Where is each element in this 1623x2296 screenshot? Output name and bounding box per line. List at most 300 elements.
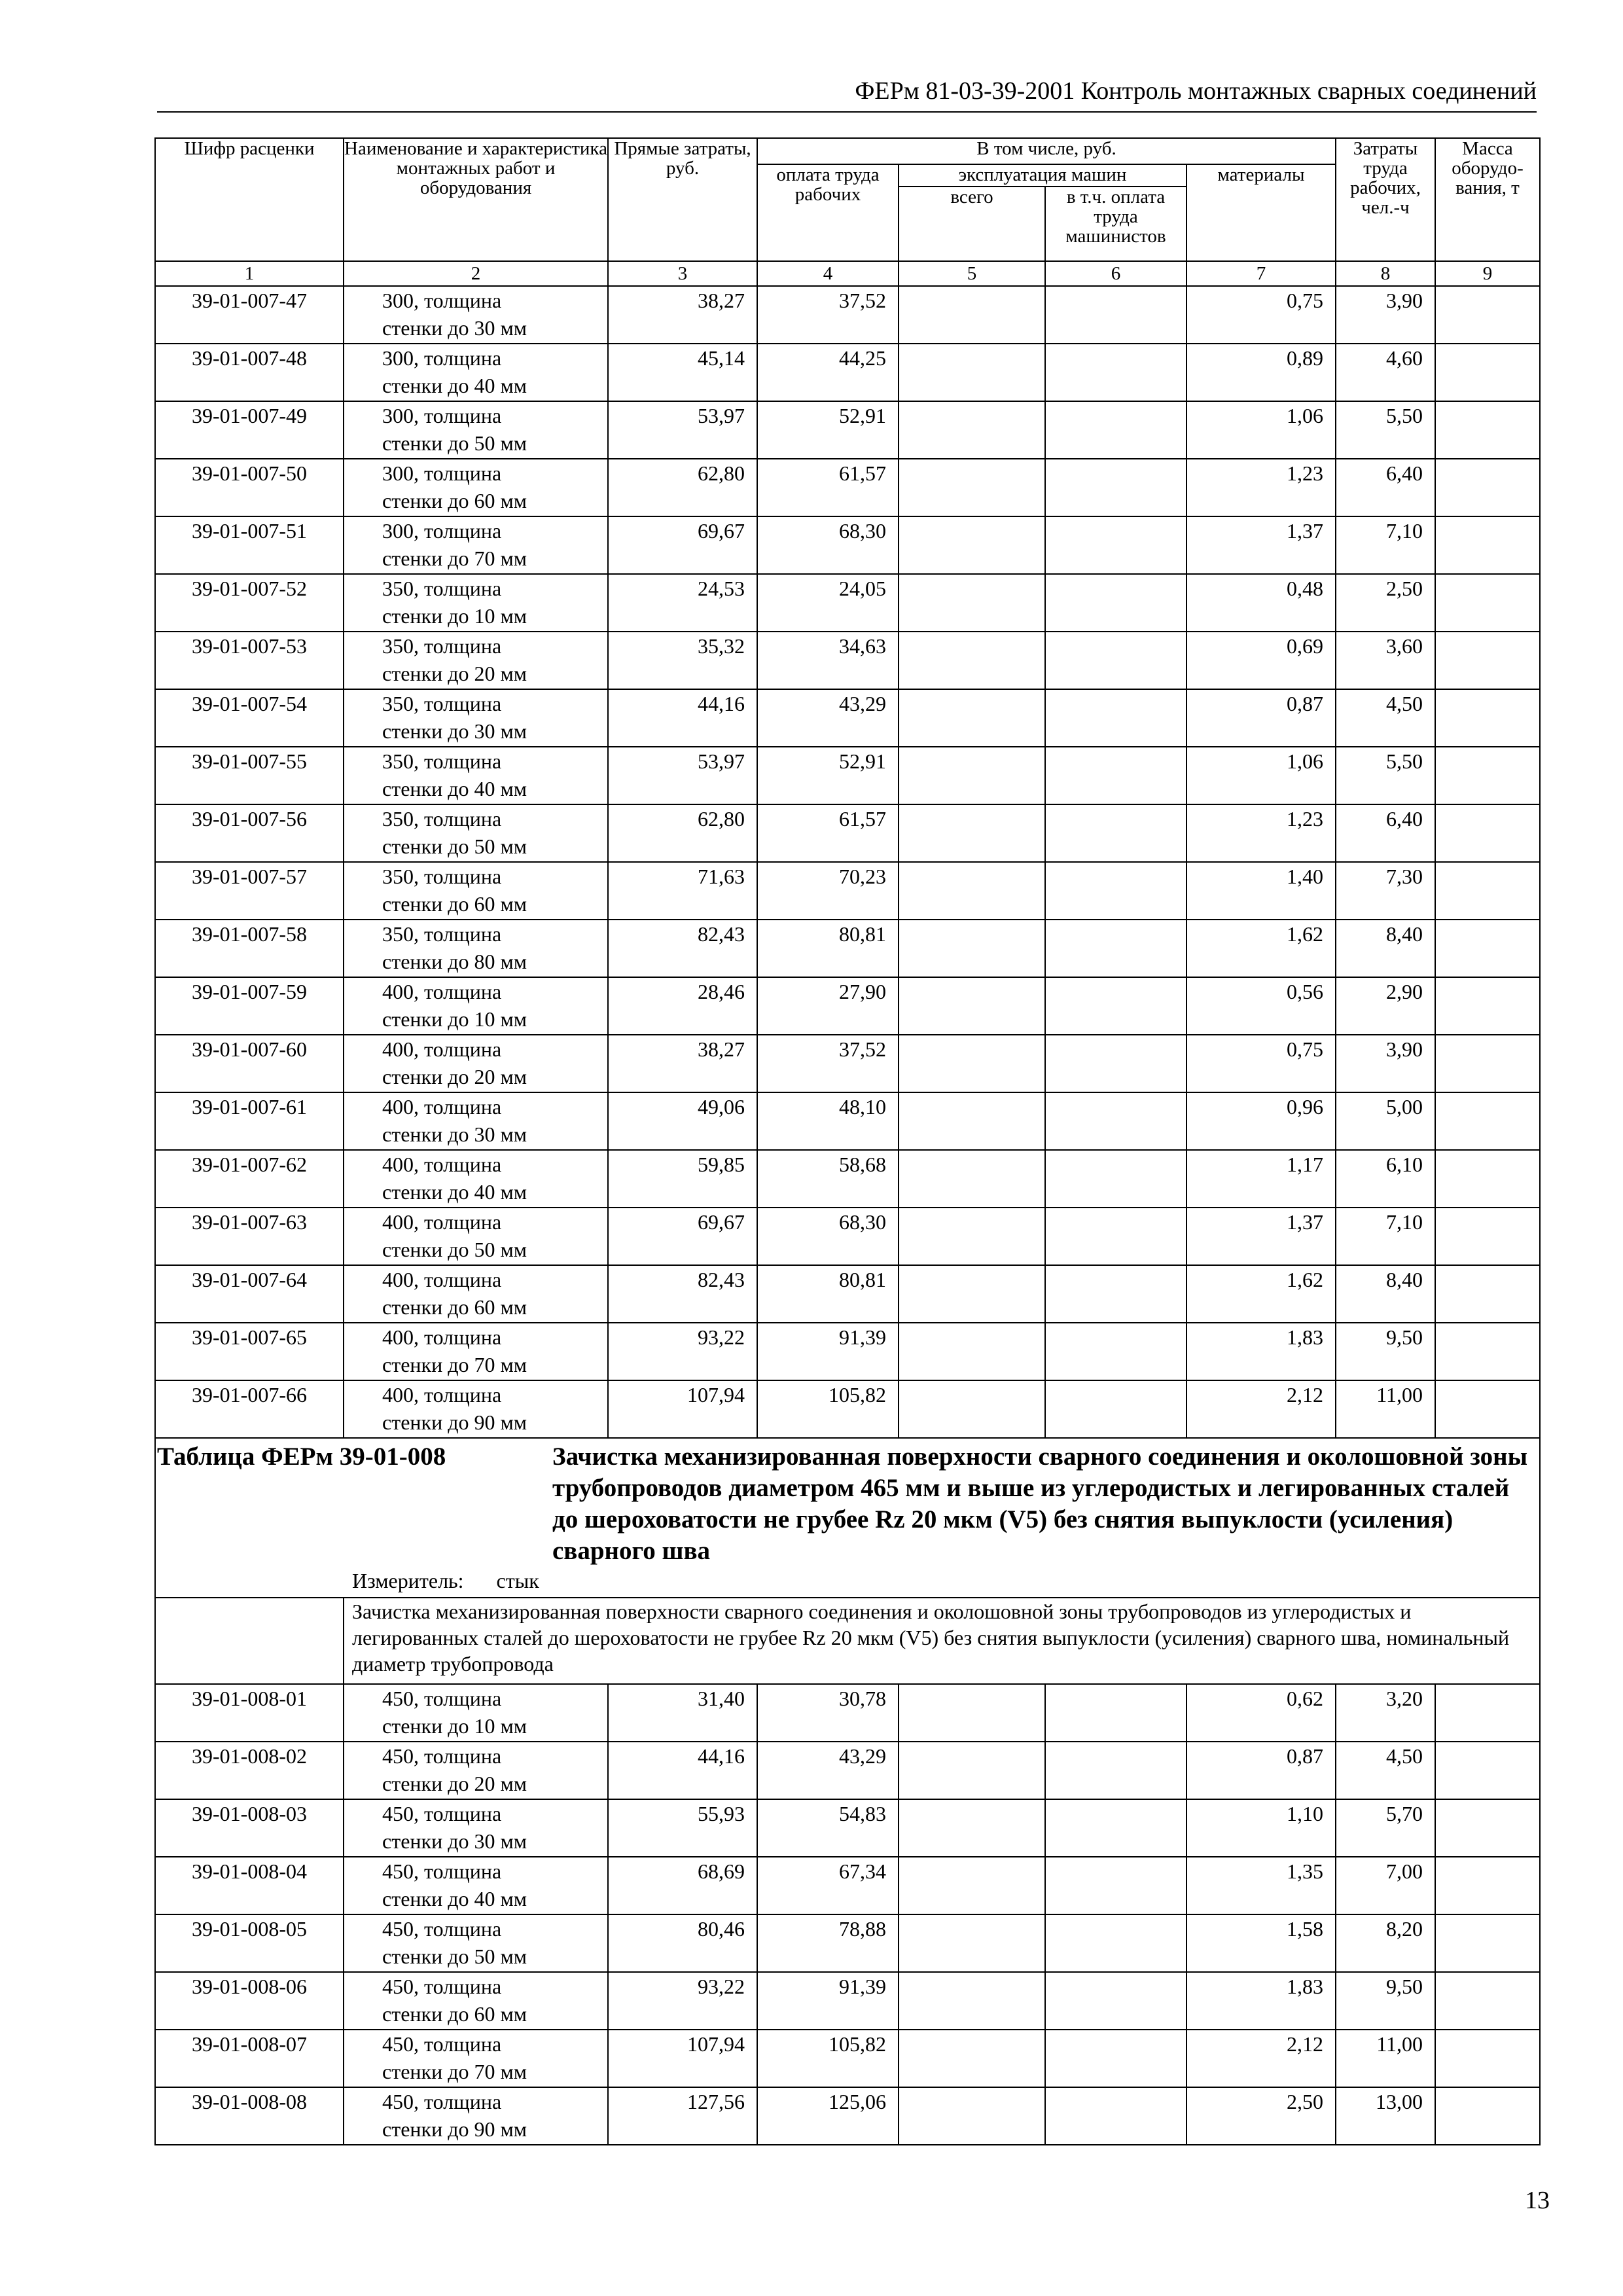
- section-header-cell: [155, 1438, 1540, 1598]
- machines-total: [899, 1150, 1045, 1208]
- machines-total: [899, 344, 1045, 401]
- machines-total: [899, 1684, 1045, 1742]
- direct-costs: 82,43: [608, 1265, 757, 1323]
- table-row: [155, 804, 1540, 862]
- labor-pay: 80,81: [757, 1265, 899, 1323]
- machinists-pay: [1045, 747, 1186, 804]
- work-name-line2: стенки до 90 мм: [382, 1410, 527, 1434]
- materials: 1,35: [1186, 1857, 1336, 1914]
- column-number-row: [155, 261, 1540, 286]
- labor-hours: 6,10: [1336, 1150, 1435, 1208]
- equipment-mass: [1435, 1914, 1540, 1972]
- labor-pay: 44,25: [757, 344, 899, 401]
- machines-total: [899, 516, 1045, 574]
- equipment-mass: [1435, 1265, 1540, 1323]
- work-name-line2: стенки до 30 мм: [382, 1122, 527, 1146]
- labor-hours: 11,00: [1336, 2030, 1435, 2087]
- column-number: 3: [608, 261, 757, 286]
- rate-code: 39-01-008-08: [155, 2087, 344, 2145]
- labor-pay: 125,06: [757, 2087, 899, 2145]
- work-name-line2: стенки до 20 мм: [382, 1772, 527, 1795]
- machines-total: [899, 747, 1045, 804]
- work-name: [344, 977, 608, 1035]
- work-name-line1: 450, толщина: [382, 2090, 502, 2113]
- labor-hours: 3,20: [1336, 1684, 1435, 1742]
- work-name-line2: стенки до 40 мм: [382, 1887, 527, 1910]
- column-number: 5: [899, 261, 1045, 286]
- labor-hours: 8,20: [1336, 1914, 1435, 1972]
- machines-total: [899, 1265, 1045, 1323]
- materials: 1,83: [1186, 1972, 1336, 2030]
- work-name: [344, 1742, 608, 1799]
- header-machines-total: всего: [899, 187, 1045, 261]
- work-name-line2: стенки до 50 мм: [382, 1238, 527, 1261]
- direct-costs: 28,46: [608, 977, 757, 1035]
- labor-pay: 54,83: [757, 1799, 899, 1857]
- machines-total: [899, 1972, 1045, 2030]
- table-row: [155, 1092, 1540, 1150]
- table-row: [155, 977, 1540, 1035]
- direct-costs: 53,97: [608, 401, 757, 459]
- work-name-line1: 350, толщина: [382, 922, 502, 946]
- labor-hours: 9,50: [1336, 1972, 1435, 2030]
- work-name-line2: стенки до 40 мм: [382, 1180, 527, 1204]
- labor-pay: 37,52: [757, 286, 899, 344]
- machinists-pay: [1045, 920, 1186, 977]
- direct-costs: 69,67: [608, 516, 757, 574]
- rate-code: 39-01-007-65: [155, 1323, 344, 1380]
- machinists-pay: [1045, 459, 1186, 516]
- materials: 2,50: [1186, 2087, 1336, 2145]
- work-name-line1: 400, толщина: [382, 1325, 502, 1349]
- labor-hours: 9,50: [1336, 1323, 1435, 1380]
- machinists-pay: [1045, 1972, 1186, 2030]
- rate-code: 39-01-007-66: [155, 1380, 344, 1438]
- materials: 1,10: [1186, 1799, 1336, 1857]
- work-name: [344, 862, 608, 920]
- table-row: [155, 2030, 1540, 2087]
- work-name: [344, 1914, 608, 1972]
- work-name: [344, 1265, 608, 1323]
- equipment-mass: [1435, 747, 1540, 804]
- work-name: [344, 1857, 608, 1914]
- table-body-007: [155, 286, 1540, 1438]
- work-name-line1: 400, толщина: [382, 1153, 502, 1176]
- direct-costs: 62,80: [608, 804, 757, 862]
- table-row: [155, 286, 1540, 344]
- table-row: [155, 1208, 1540, 1265]
- direct-costs: 31,40: [608, 1684, 757, 1742]
- work-name: [344, 747, 608, 804]
- labor-pay: 61,57: [757, 459, 899, 516]
- work-name: [344, 344, 608, 401]
- machines-total: [899, 977, 1045, 1035]
- equipment-mass: [1435, 1972, 1540, 2030]
- labor-pay: 27,90: [757, 977, 899, 1035]
- rate-code: 39-01-007-54: [155, 689, 344, 747]
- materials: 0,75: [1186, 1035, 1336, 1092]
- rate-code: 39-01-007-51: [155, 516, 344, 574]
- labor-hours: 13,00: [1336, 2087, 1435, 2145]
- table-row: [155, 1857, 1540, 1914]
- materials: 1,37: [1186, 1208, 1336, 1265]
- materials: 0,56: [1186, 977, 1336, 1035]
- table-row: [155, 1323, 1540, 1380]
- equipment-mass: [1435, 1208, 1540, 1265]
- work-name-line1: 300, толщина: [382, 519, 502, 543]
- labor-pay: 48,10: [757, 1092, 899, 1150]
- labor-pay: 91,39: [757, 1323, 899, 1380]
- rate-code: 39-01-007-56: [155, 804, 344, 862]
- rate-code: 39-01-007-63: [155, 1208, 344, 1265]
- rate-code: 39-01-007-52: [155, 574, 344, 632]
- machinists-pay: [1045, 1742, 1186, 1799]
- equipment-mass: [1435, 516, 1540, 574]
- work-name-line1: 450, толщина: [382, 1917, 502, 1941]
- table-row: [155, 1914, 1540, 1972]
- machinists-pay: [1045, 1323, 1186, 1380]
- section-unit: [352, 1567, 539, 1594]
- materials: 1,62: [1186, 920, 1336, 977]
- unit-value: стык: [496, 1569, 539, 1592]
- labor-hours: 4,60: [1336, 344, 1435, 401]
- work-name-line2: стенки до 90 мм: [382, 2117, 527, 2141]
- direct-costs: 107,94: [608, 1380, 757, 1438]
- rate-code: 39-01-008-04: [155, 1857, 344, 1914]
- work-name-line1: 450, толщина: [382, 1744, 502, 1768]
- header-machines: эксплуатация машин: [899, 164, 1186, 187]
- materials: 0,62: [1186, 1684, 1336, 1742]
- page-number: 13: [1525, 2187, 1550, 2214]
- header-labor-hours: Затраты труда рабочих, чел.-ч: [1336, 138, 1435, 261]
- equipment-mass: [1435, 286, 1540, 344]
- work-name-line2: стенки до 70 мм: [382, 547, 527, 570]
- work-name: [344, 1972, 608, 2030]
- work-name-line2: стенки до 20 мм: [382, 1065, 527, 1088]
- table-row: [155, 459, 1540, 516]
- labor-pay: 43,29: [757, 1742, 899, 1799]
- equipment-mass: [1435, 2030, 1540, 2087]
- rate-code: 39-01-007-60: [155, 1035, 344, 1092]
- machines-total: [899, 689, 1045, 747]
- direct-costs: 24,53: [608, 574, 757, 632]
- header-direct-costs: Прямые затраты, руб.: [608, 138, 757, 261]
- labor-hours: 2,90: [1336, 977, 1435, 1035]
- machinists-pay: [1045, 1035, 1186, 1092]
- rate-code: 39-01-007-57: [155, 862, 344, 920]
- rate-code: 39-01-007-53: [155, 632, 344, 689]
- work-name: [344, 1208, 608, 1265]
- labor-pay: 30,78: [757, 1684, 899, 1742]
- table-row: [155, 1972, 1540, 2030]
- work-name-line2: стенки до 70 мм: [382, 2060, 527, 2083]
- table-row: [155, 2087, 1540, 2145]
- work-name-line1: 300, толщина: [382, 404, 502, 427]
- work-name: [344, 1035, 608, 1092]
- column-number: 9: [1435, 261, 1540, 286]
- work-name-line2: стенки до 30 мм: [382, 1829, 527, 1853]
- materials: 2,12: [1186, 2030, 1336, 2087]
- table-row: [155, 1684, 1540, 1742]
- table-body-008: [155, 1684, 1540, 2145]
- machinists-pay: [1045, 689, 1186, 747]
- work-name: [344, 1323, 608, 1380]
- work-name-line2: стенки до 30 мм: [382, 316, 527, 340]
- work-name-line2: стенки до 60 мм: [382, 892, 527, 916]
- machines-total: [899, 1914, 1045, 1972]
- direct-costs: 127,56: [608, 2087, 757, 2145]
- direct-costs: 44,16: [608, 689, 757, 747]
- table-row: [155, 401, 1540, 459]
- materials: 2,12: [1186, 1380, 1336, 1438]
- rate-code: 39-01-007-47: [155, 286, 344, 344]
- machinists-pay: [1045, 1914, 1186, 1972]
- materials: 1,37: [1186, 516, 1336, 574]
- labor-pay: 68,30: [757, 516, 899, 574]
- work-name-line2: стенки до 10 мм: [382, 1007, 527, 1031]
- machinists-pay: [1045, 1799, 1186, 1857]
- work-name: [344, 2087, 608, 2145]
- work-name-line1: 450, толщина: [382, 1859, 502, 1883]
- rate-code: 39-01-007-49: [155, 401, 344, 459]
- machines-total: [899, 1799, 1045, 1857]
- column-number: 8: [1336, 261, 1435, 286]
- table-row: [155, 632, 1540, 689]
- running-header: ФЕРм 81-03-39-2001 Контроль монтажных сварных соединений: [157, 73, 1537, 113]
- work-name-line1: 300, толщина: [382, 461, 502, 485]
- materials: 0,75: [1186, 286, 1336, 344]
- work-name-line2: стенки до 70 мм: [382, 1353, 527, 1376]
- work-name-line2: стенки до 40 мм: [382, 777, 527, 800]
- work-name-line1: 350, толщина: [382, 692, 502, 715]
- labor-pay: 68,30: [757, 1208, 899, 1265]
- table-row: [155, 1035, 1540, 1092]
- work-name-line2: стенки до 50 мм: [382, 834, 527, 858]
- labor-hours: 4,50: [1336, 689, 1435, 747]
- work-name: [344, 401, 608, 459]
- machinists-pay: [1045, 1208, 1186, 1265]
- machines-total: [899, 862, 1045, 920]
- rate-code: 39-01-007-59: [155, 977, 344, 1035]
- work-name: [344, 1150, 608, 1208]
- equipment-mass: [1435, 459, 1540, 516]
- work-name-line1: 400, толщина: [382, 1037, 502, 1061]
- machines-total: [899, 1380, 1045, 1438]
- work-name-line2: стенки до 50 мм: [382, 1945, 527, 1968]
- direct-costs: 107,94: [608, 2030, 757, 2087]
- work-name-line2: стенки до 40 мм: [382, 374, 527, 397]
- labor-pay: 78,88: [757, 1914, 899, 1972]
- table-header: [155, 138, 1540, 286]
- direct-costs: 80,46: [608, 1914, 757, 1972]
- machines-total: [899, 1092, 1045, 1150]
- rate-code: 39-01-007-55: [155, 747, 344, 804]
- labor-pay: 70,23: [757, 862, 899, 920]
- table-row: [155, 689, 1540, 747]
- rate-code: 39-01-007-48: [155, 344, 344, 401]
- materials: 1,23: [1186, 459, 1336, 516]
- rates-table: [154, 137, 1541, 2145]
- unit-label: Измеритель:: [352, 1569, 464, 1592]
- labor-hours: 5,70: [1336, 1799, 1435, 1857]
- equipment-mass: [1435, 632, 1540, 689]
- rate-code: 39-01-008-06: [155, 1972, 344, 2030]
- header-machinists-pay: в т.ч. оплата труда машинистов: [1045, 187, 1186, 261]
- table-row: [155, 1265, 1540, 1323]
- work-name-line1: 400, толщина: [382, 980, 502, 1003]
- labor-hours: 8,40: [1336, 920, 1435, 977]
- work-name-line1: 350, толщина: [382, 807, 502, 831]
- rate-code: 39-01-008-02: [155, 1742, 344, 1799]
- table-row: [155, 344, 1540, 401]
- work-name-line1: 450, толщина: [382, 1687, 502, 1710]
- work-name-line1: 300, толщина: [382, 346, 502, 370]
- labor-pay: 52,91: [757, 401, 899, 459]
- labor-pay: 91,39: [757, 1972, 899, 2030]
- rate-code: 39-01-007-61: [155, 1092, 344, 1150]
- work-name-line2: стенки до 10 мм: [382, 1714, 527, 1738]
- section-label: Таблица ФЕРм 39-01-008: [157, 1443, 446, 1471]
- work-name-line1: 350, толщина: [382, 634, 502, 658]
- labor-hours: 7,10: [1336, 516, 1435, 574]
- labor-hours: 5,00: [1336, 1092, 1435, 1150]
- machinists-pay: [1045, 286, 1186, 344]
- work-name-line1: 350, толщина: [382, 749, 502, 773]
- work-name-line1: 350, толщина: [382, 577, 502, 600]
- labor-pay: 58,68: [757, 1150, 899, 1208]
- header-labor-pay: оплата труда рабочих: [757, 164, 899, 261]
- table-row: [155, 862, 1540, 920]
- materials: 0,69: [1186, 632, 1336, 689]
- direct-costs: 45,14: [608, 344, 757, 401]
- direct-costs: 53,97: [608, 747, 757, 804]
- direct-costs: 49,06: [608, 1092, 757, 1150]
- machines-total: [899, 459, 1045, 516]
- machines-total: [899, 632, 1045, 689]
- labor-hours: 7,00: [1336, 1857, 1435, 1914]
- column-number: 6: [1045, 261, 1186, 286]
- rate-code: 39-01-007-62: [155, 1150, 344, 1208]
- machines-total: [899, 1035, 1045, 1092]
- work-name-line1: 400, толщина: [382, 1210, 502, 1234]
- work-name: [344, 1092, 608, 1150]
- equipment-mass: [1435, 804, 1540, 862]
- machines-total: [899, 574, 1045, 632]
- direct-costs: 93,22: [608, 1972, 757, 2030]
- section-title: Зачистка механизированная поверхности сварного соединения и околошовной зоны трубопроводов диаметром 465 мм и выше из углеродистых и легированных сталей до шероховатости не грубее Rz 20 мкм (V5) без снятия выпуклости (усиления) сварного шва: [552, 1443, 1528, 1565]
- header-materials: материалы: [1186, 164, 1336, 261]
- machines-total: [899, 401, 1045, 459]
- machinists-pay: [1045, 632, 1186, 689]
- work-name-line1: 400, толщина: [382, 1095, 502, 1119]
- labor-hours: 7,10: [1336, 1208, 1435, 1265]
- table-row: [155, 516, 1540, 574]
- materials: 1,83: [1186, 1323, 1336, 1380]
- work-name-line2: стенки до 20 мм: [382, 662, 527, 685]
- machines-total: [899, 920, 1045, 977]
- labor-hours: 11,00: [1336, 1380, 1435, 1438]
- materials: 1,17: [1186, 1150, 1336, 1208]
- equipment-mass: [1435, 920, 1540, 977]
- materials: 1,62: [1186, 1265, 1336, 1323]
- direct-costs: 35,32: [608, 632, 757, 689]
- machinists-pay: [1045, 804, 1186, 862]
- machinists-pay: [1045, 1150, 1186, 1208]
- materials: 1,23: [1186, 804, 1336, 862]
- equipment-mass: [1435, 1092, 1540, 1150]
- machines-total: [899, 286, 1045, 344]
- machinists-pay: [1045, 977, 1186, 1035]
- work-name-line1: 450, толщина: [382, 1802, 502, 1825]
- machinists-pay: [1045, 344, 1186, 401]
- labor-hours: 5,50: [1336, 401, 1435, 459]
- header-included-group: В том числе, руб.: [757, 138, 1336, 164]
- header-code: Шифр расценки: [155, 138, 344, 261]
- work-name-line1: 450, толщина: [382, 1975, 502, 1998]
- labor-hours: 5,50: [1336, 747, 1435, 804]
- work-name: [344, 689, 608, 747]
- machinists-pay: [1045, 1092, 1186, 1150]
- labor-hours: 3,90: [1336, 286, 1435, 344]
- rate-code: 39-01-007-58: [155, 920, 344, 977]
- direct-costs: 38,27: [608, 1035, 757, 1092]
- labor-hours: 3,60: [1336, 632, 1435, 689]
- direct-costs: 69,67: [608, 1208, 757, 1265]
- direct-costs: 82,43: [608, 920, 757, 977]
- direct-costs: 93,22: [608, 1323, 757, 1380]
- labor-pay: 34,63: [757, 632, 899, 689]
- machinists-pay: [1045, 2087, 1186, 2145]
- machinists-pay: [1045, 2030, 1186, 2087]
- machinists-pay: [1045, 574, 1186, 632]
- materials: 0,96: [1186, 1092, 1336, 1150]
- column-number: 1: [155, 261, 344, 286]
- direct-costs: 38,27: [608, 286, 757, 344]
- machines-total: [899, 1323, 1045, 1380]
- machinists-pay: [1045, 862, 1186, 920]
- rate-code: 39-01-008-05: [155, 1914, 344, 1972]
- work-name: [344, 1684, 608, 1742]
- equipment-mass: [1435, 1684, 1540, 1742]
- machines-total: [899, 804, 1045, 862]
- equipment-mass: [1435, 1150, 1540, 1208]
- work-name: [344, 2030, 608, 2087]
- work-name: [344, 574, 608, 632]
- machinists-pay: [1045, 516, 1186, 574]
- machinists-pay: [1045, 401, 1186, 459]
- equipment-mass: [1435, 977, 1540, 1035]
- rate-code: 39-01-008-01: [155, 1684, 344, 1742]
- equipment-mass: [1435, 2087, 1540, 2145]
- work-name-line2: стенки до 80 мм: [382, 950, 527, 973]
- direct-costs: 55,93: [608, 1799, 757, 1857]
- table-row: [155, 747, 1540, 804]
- table-row: [155, 1799, 1540, 1857]
- machines-total: [899, 2087, 1045, 2145]
- work-name-line2: стенки до 30 мм: [382, 719, 527, 743]
- direct-costs: 71,63: [608, 862, 757, 920]
- table-row: [155, 574, 1540, 632]
- labor-pay: 105,82: [757, 1380, 899, 1438]
- materials: 0,89: [1186, 344, 1336, 401]
- labor-pay: 67,34: [757, 1857, 899, 1914]
- work-name: [344, 286, 608, 344]
- labor-hours: 4,50: [1336, 1742, 1435, 1799]
- description-spacer: [155, 1598, 344, 1684]
- work-name-line2: стенки до 60 мм: [382, 1295, 527, 1319]
- labor-hours: 6,40: [1336, 804, 1435, 862]
- direct-costs: 44,16: [608, 1742, 757, 1799]
